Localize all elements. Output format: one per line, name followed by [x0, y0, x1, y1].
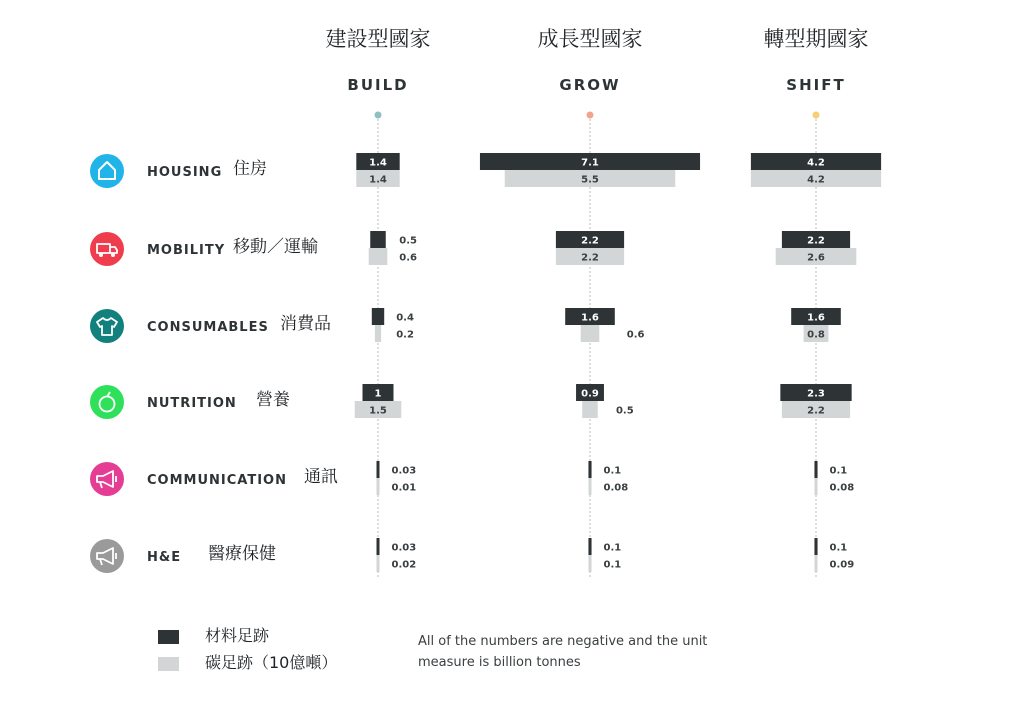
value-label: 1.6	[581, 312, 599, 324]
value-label: 0.01	[391, 482, 417, 494]
megaphone-icon	[90, 462, 124, 496]
truck-icon	[90, 232, 124, 266]
category-label-zh: 住房	[233, 159, 267, 179]
category-label-zh: 營養	[256, 390, 290, 410]
center-guides	[378, 119, 816, 578]
value-label: 0.1	[603, 542, 622, 554]
value-label: 0.03	[391, 542, 417, 554]
material-footprint-bar	[377, 461, 380, 478]
value-label: 0.09	[829, 559, 855, 571]
legend-label-carbon: 碳足跡（10億噸）	[205, 653, 338, 672]
value-label: 1.4	[369, 174, 387, 186]
value-label: 0.5	[399, 235, 418, 247]
carbon-footprint-bar	[377, 555, 380, 572]
column-title-zh: 建設型國家	[325, 27, 431, 51]
value-label: 0.4	[396, 312, 414, 324]
value-label: 2.2	[807, 235, 825, 247]
column-dot	[587, 112, 594, 119]
value-label: 0.8	[807, 329, 825, 341]
column-title-zh: 成長型國家	[537, 27, 643, 51]
value-label: 4.2	[807, 174, 825, 186]
column-headers	[326, 27, 869, 119]
carbon-footprint-bar	[369, 248, 388, 265]
value-label: 2.3	[807, 388, 825, 400]
note-line-1: All of the numbers are negative and the unit	[418, 634, 708, 649]
column-title-en: SHIFT	[786, 76, 846, 94]
value-label: 0.03	[391, 465, 417, 477]
value-label: 0.08	[603, 482, 629, 494]
value-label: 1.6	[807, 312, 825, 324]
category-label-en: NUTRITION	[147, 396, 237, 411]
column-title-zh: 轉型期國家	[763, 27, 869, 51]
legend	[158, 626, 337, 672]
legend-label-material: 材料足跡	[205, 626, 270, 645]
value-label: 0.6	[399, 252, 418, 264]
legend-swatch-material	[158, 630, 179, 644]
material-footprint-bar	[814, 538, 817, 555]
column-title-en: BUILD	[347, 76, 409, 94]
value-label: 0.02	[391, 559, 417, 571]
value-label: 0.1	[603, 465, 622, 477]
value-label: 2.6	[807, 252, 825, 264]
column-dot	[375, 112, 382, 119]
note-line-2: measure is billion tonnes	[418, 655, 581, 670]
value-label: 2.2	[581, 235, 599, 247]
value-label: 0.1	[603, 559, 622, 571]
material-footprint-bar	[372, 308, 384, 325]
value-label: 1.4	[369, 157, 387, 169]
category-label-zh: 移動／運輸	[233, 237, 318, 257]
house-icon	[90, 154, 124, 188]
carbon-footprint-bar	[582, 401, 598, 418]
value-label: 2.2	[807, 405, 825, 417]
bars	[355, 153, 881, 572]
category-label-zh: 醫療保健	[208, 544, 276, 564]
value-label: 0.5	[615, 405, 634, 417]
material-footprint-bar	[588, 538, 591, 555]
shirt-icon	[90, 309, 124, 343]
value-label: 5.5	[581, 174, 599, 186]
value-label: 0.2	[396, 329, 414, 341]
material-footprint-bar	[370, 231, 386, 248]
category-label-en: COMMUNICATION	[147, 473, 287, 488]
material-footprint-bar	[588, 461, 591, 478]
value-label: 1.5	[369, 405, 387, 417]
carbon-footprint-bar	[815, 555, 818, 572]
carbon-footprint-bar	[589, 478, 592, 495]
category-label-en: MOBILITY	[147, 243, 226, 258]
category-label-en: HOUSING	[147, 165, 223, 180]
carbon-footprint-bar	[588, 555, 591, 572]
value-label: 0.1	[829, 465, 848, 477]
category-label-zh: 通訊	[304, 467, 338, 487]
footnote	[418, 634, 707, 670]
legend-swatch-carbon	[158, 657, 179, 671]
category-labels	[90, 154, 338, 573]
category-label-zh: 消費品	[280, 314, 331, 334]
value-label: 0.6	[626, 329, 645, 341]
category-label-en: H&E	[147, 550, 182, 565]
carbon-footprint-bar	[375, 325, 381, 342]
apple-icon	[90, 385, 124, 419]
column-dot	[813, 112, 820, 119]
megaphone-icon	[90, 539, 124, 573]
value-label: 0.08	[829, 482, 855, 494]
material-footprint-bar	[814, 461, 817, 478]
category-label-en: CONSUMABLES	[147, 320, 269, 335]
value-label: 2.2	[581, 252, 599, 264]
column-title-en: GROW	[559, 76, 621, 94]
value-label: 4.2	[807, 157, 825, 169]
carbon-footprint-bar	[377, 478, 380, 495]
carbon-footprint-bar	[581, 325, 600, 342]
value-label: 0.9	[581, 388, 599, 400]
value-label: 0.1	[829, 542, 848, 554]
material-footprint-bar	[377, 538, 380, 555]
value-label: 1	[374, 388, 382, 400]
value-label: 7.1	[581, 157, 599, 169]
carbon-footprint-bar	[815, 478, 818, 495]
